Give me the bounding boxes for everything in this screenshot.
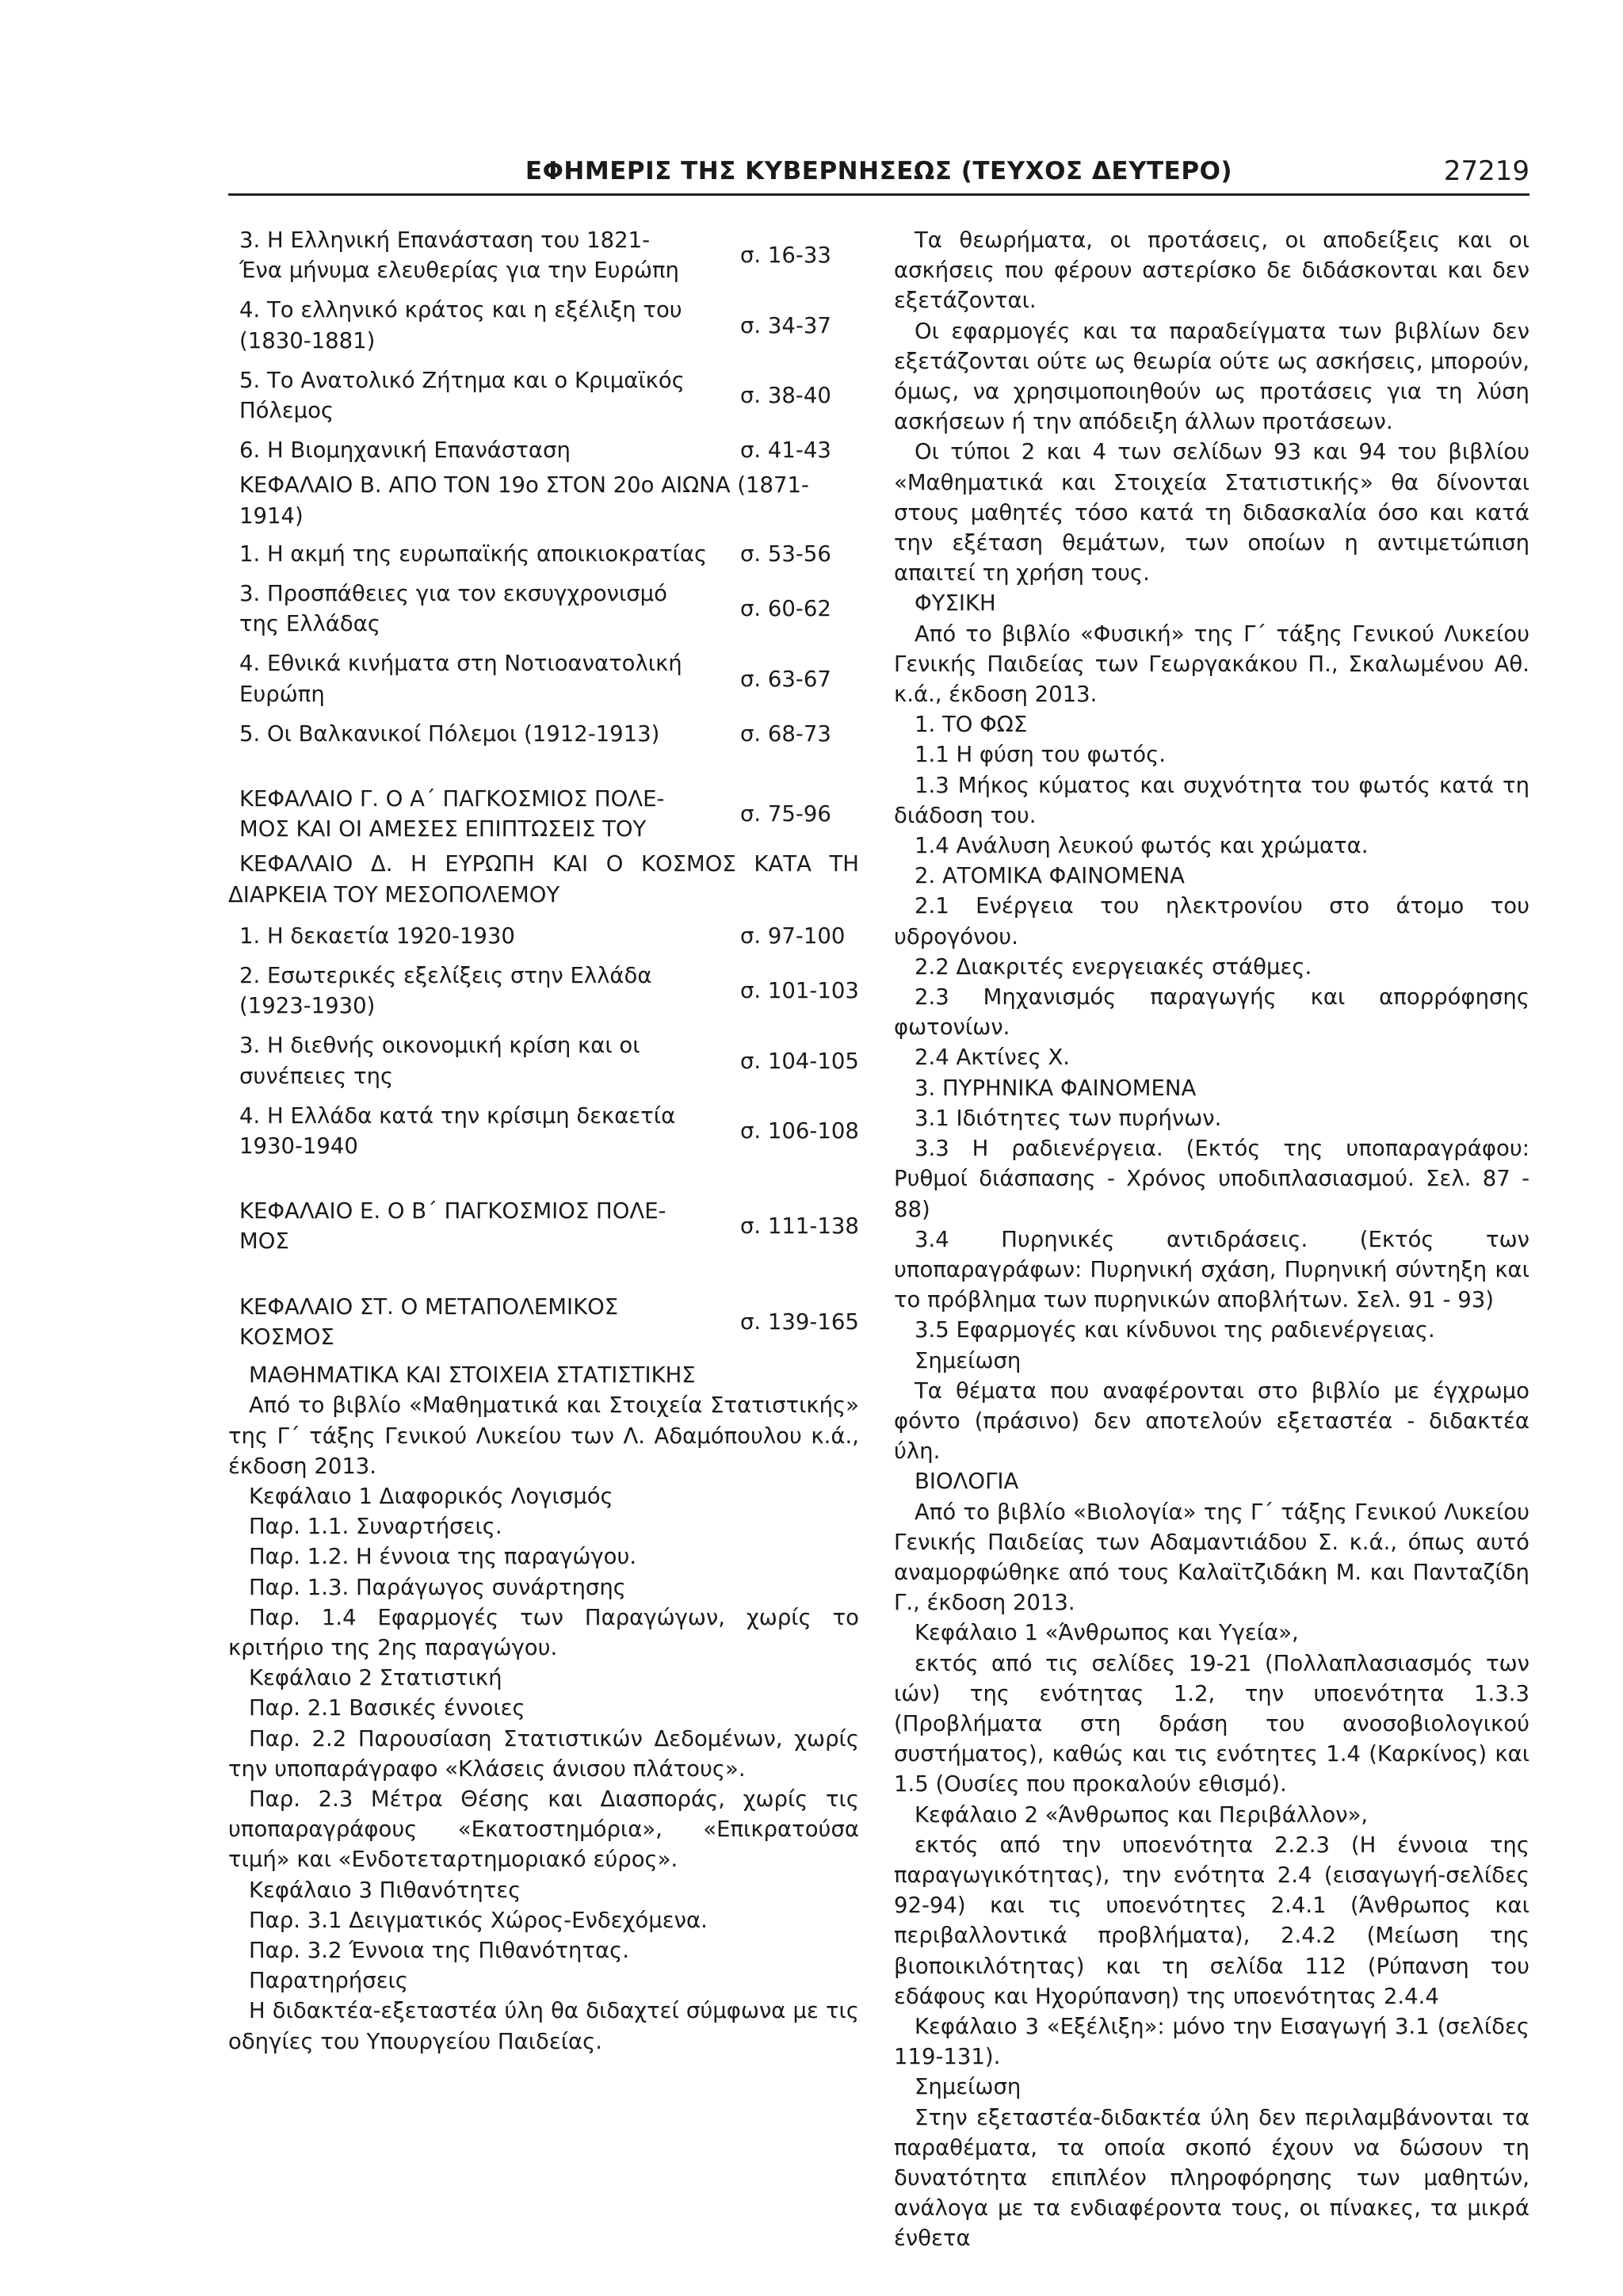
math-heading: ΜΑΘΗΜΑΤΙΚΑ ΚΑΙ ΣΤΟΙΧΕΙΑ ΣΤΑΤΙΣΤΙΚΗΣ	[249, 1362, 696, 1389]
toc-entry-pages: σ. 53-56	[740, 541, 831, 567]
text-paragraph: 2.1 Ενέργεια του ηλεκτρονίου στο άτομο του υδρογόνου.	[894, 893, 1529, 949]
toc-section-b	[228, 539, 859, 749]
text-paragraph: Παρ. 2.3 Μέτρα Θέσης και Διασποράς, χωρίς τις υποπαραγράφους «Εκατοστημόρια», «Επικρατούσα τιμή» και «Ενδοτεταρτημοριακό εύρος».	[228, 1786, 859, 1873]
text-paragraph: Παρ. 2.1 Βασικές έννοιες	[249, 1695, 525, 1721]
text-paragraph: 3. ΠΥΡΗΝΙΚΑ ΦΑΙΝΟΜΕΝΑ	[915, 1075, 1197, 1101]
toc-entry-title: 1. Η ακμή της ευρωπαϊκής αποικιοκρατίας	[239, 541, 708, 567]
toc-entry-title: 6. Η Βιομηχανική Επανάσταση	[239, 437, 571, 464]
text-paragraph: Παρ. 3.2 Έννοια της Πιθανότητας.	[249, 1937, 630, 1963]
toc-entry-pages: σ. 106-108	[740, 1117, 859, 1144]
toc-entry-title: 3. Η διεθνής οικονομική κρίση και οι συνέπειες της	[239, 1033, 640, 1089]
toc-entry	[228, 579, 859, 639]
toc-entry-pages: σ. 34-37	[740, 312, 831, 338]
toc-entry-pages: σ. 41-43	[740, 437, 831, 464]
text-paragraph: 3.4 Πυρηνικές αντιδράσεις. (Εκτός των υποπαραγράφων: Πυρηνική σχάση, Πυρηνική σύντηξη και το πρόβλημα των πυρηνικών αποβλήτων. Σελ. 91 - 93)	[894, 1226, 1529, 1313]
toc-entry-title: 5. Το Ανατολικό Ζήτημα και ο Κριμαϊκός Πόλεμος	[239, 367, 685, 424]
text-paragraph: 2.4 Ακτίνες Χ.	[915, 1045, 1071, 1071]
toc-entry	[228, 921, 859, 951]
text-paragraph: 2.2 Διακριτές ενεργειακές στάθμες.	[915, 953, 1312, 980]
text-paragraph: ΦΥΣΙΚΗ	[915, 590, 996, 617]
text-paragraph: Παρατηρήσεις	[249, 1968, 408, 1994]
text-paragraph: Παρ. 1.1. Συναρτήσεις.	[249, 1514, 502, 1540]
right-column	[894, 225, 1529, 2254]
toc-entry-pages: σ. 38-40	[740, 382, 831, 408]
page-number: 27219	[1443, 155, 1529, 187]
text-paragraph: Κεφάλαιο 1 Διαφορικός Λογισμός	[249, 1483, 613, 1509]
text-paragraph: Κεφάλαιο 2 Στατιστική	[249, 1665, 502, 1691]
text-paragraph: Παρ. 1.2. Η έννοια της παραγώγου.	[249, 1544, 637, 1570]
toc-section-d	[228, 921, 859, 1161]
text-paragraph: Σημείωση	[915, 1347, 1022, 1373]
text-paragraph: Στην εξεταστέα-διδακτέα ύλη δεν περιλαμβάνονται τα παραθέματα, τα οποία σκοπό έχουν να δώσουν τη δυνατότητα επιπλέον πληροφόρησης των μαθητών, ανάλογα με τα ενδιαφέροντα τους, οι πίνακες, τα μικρά ένθετα	[894, 2104, 1529, 2252]
text-paragraph: 1. ΤΟ ΦΩΣ	[915, 712, 1028, 738]
chapter-st-row	[228, 1292, 859, 1352]
text-paragraph: Κεφάλαιο 3 Πιθανότητες	[249, 1877, 521, 1903]
gazette-title: ΕΦΗΜΕΡΙΣ ΤΗΣ ΚΥΒΕΡΝΗΣΕΩΣ (ΤΕΥΧΟΣ ΔΕΥΤΕΡΟ)	[525, 157, 1233, 185]
text-paragraph: Κεφάλαιο 2 «Άνθρωπος και Περιβάλλον»,	[915, 1801, 1369, 1828]
chapter-e-row	[228, 1196, 859, 1256]
text-paragraph: Παρ. 2.2 Παρουσίαση Στατιστικών Δεδομένων, χωρίς την υποπαράγραφο «Κλάσεις άνισου πλάτους».	[228, 1725, 859, 1782]
toc-entry-title: 3. Η Ελληνική Επανάσταση του 1821- Ένα μήνυμα ελευθερίας για την Ευρώπη	[239, 227, 679, 284]
text-paragraph: 2.3 Μηχανισμός παραγωγής και απορρόφησης φωτονίων.	[894, 984, 1529, 1041]
toc-entry-pages: σ. 68-73	[740, 720, 831, 747]
left-column	[228, 225, 859, 2057]
toc-entry-pages: σ. 97-100	[740, 923, 846, 949]
text-paragraph: Από το βιβλίο «Φυσική» της Γ΄ τάξης Γενικού Λυκείου Γενικής Παιδείας των Γεωργακάκου Π., Σκαλωμένου Αθ. κ.ά., έκδοση 2013.	[894, 621, 1529, 708]
toc-entry-pages: σ. 63-67	[740, 666, 831, 692]
toc-entry	[228, 295, 859, 355]
chapter-d-heading: ΚΕΦΑΛΑΙΟ Δ. Η ΕΥΡΩΠΗ ΚΑΙ Ο ΚΟΣΜΟΣ ΚΑΤΑ ΤΗ ΔΙΑΡΚΕΙΑ ΤΟΥ ΜΕΣΟΠΟΛΕΜΟΥ	[228, 851, 859, 907]
text-paragraph: ΒΙΟΛΟΓΙΑ	[915, 1469, 1019, 1495]
chapter-st-title: ΚΕΦΑΛΑΙΟ ΣΤ. Ο ΜΕΤΑΠΟΛΕΜΙΚΟΣ ΚΟΣΜΟΣ	[239, 1293, 619, 1350]
toc-entry	[228, 961, 859, 1021]
toc-entry-title: 4. Η Ελλάδα κατά την κρίσιμη δεκαετία 1930-1940	[239, 1102, 676, 1159]
text-paragraph: Σημείωση	[915, 2074, 1022, 2100]
chapter-e-pages: σ. 111-138	[740, 1213, 859, 1240]
text-paragraph: Από το βιβλίο «Βιολογία» της Γ΄ τάξης Γενικού Λυκείου Γενικής Παιδείας των Αδαμαντιάδου Σ. κ.ά., όπως αυτό αναμορφώθηκε από τους Καλαϊτζιδάκη Μ. και Πανταζίδη Γ., έκδοση 2013.	[894, 1499, 1529, 1616]
text-paragraph: 3.1 Ιδιότητες των πυρήνων.	[915, 1105, 1222, 1131]
text-paragraph: Η διδακτέα-εξεταστέα ύλη θα διδαχτεί σύμφωνα με τις οδηγίες του Υπουργείου Παιδείας.	[228, 1998, 859, 2054]
text-paragraph: Κεφάλαιο 1 «Άνθρωπος και Υγεία»,	[915, 1620, 1299, 1646]
toc-entry	[228, 1101, 859, 1161]
toc-entry	[228, 365, 859, 426]
text-paragraph: 3.3 Η ραδιενέργεια. (Εκτός της υποπαραγράφου: Ρυθμοί διάσπασης - Χρόνος υποδιπλασιασμού. Σελ. 87 - 88)	[894, 1136, 1529, 1222]
toc-entry-pages: σ. 60-62	[740, 596, 831, 622]
text-paragraph: Οι εφαρμογές και τα παραδείγματα των βιβλίων δεν εξετάζονται ούτε ως θεωρία ούτε ως ασκήσεις, μπορούν, όμως, να χρησιμοποιηθούν ως προτάσεις για τη λύση ασκήσεων ή την απόδειξη άλλων προτάσεων.	[894, 318, 1529, 435]
text-paragraph: 2. ΑΤΟΜΙΚΑ ΦΑΙΝΟΜΕΝΑ	[915, 863, 1185, 889]
toc-entry-pages: σ. 104-105	[740, 1048, 859, 1074]
toc-entry-title: 1. Η δεκαετία 1920-1930	[239, 923, 515, 949]
text-paragraph: Παρ. 1.3. Παράγωγος συνάρτησης	[249, 1574, 626, 1600]
toc-entry	[228, 648, 859, 709]
text-paragraph: Παρ. 3.1 Δειγματικός Χώρος-Ενδεχόμενα.	[249, 1907, 708, 1933]
text-paragraph: Παρ. 1.4 Εφαρμογές των Παραγώγων, χωρίς το κριτήριο της 2ης παραγώγου.	[228, 1604, 859, 1660]
text-paragraph: 3.5 Εφαρμογές και κίνδυνοι της ραδιενέργειας.	[915, 1317, 1435, 1343]
text-paragraph: 1.3 Μήκος κύματος και συχνότητα του φωτός κατά τη διάδοση του.	[894, 772, 1529, 828]
text-paragraph: εκτός από την υποενότητα 2.2.3 (Η έννοια της παραγωγικότητας), την ενότητα 2.4 (εισαγωγή-σελίδες 92-94) και τις υποενότητες 2.4.1 (Άνθρωπος και περιβαλλοντικά προβλήματα), 2.4.2 (Μείωση της βιοποικιλότητας) και τη σελίδα 112 (Ρύπανση του εδάφους και Ηχορύπανση) της υποενότητας 2.4.4	[894, 1832, 1529, 2009]
right-text	[894, 225, 1529, 2254]
toc-entry-title: 3. Προσπάθειες για τον εκσυγχρονισμό της Ελλάδας	[239, 581, 667, 637]
text-paragraph: εκτός από τις σελίδες 19-21 (Πολλαπλασιασμός των ιών) της ενότητας 1.2, την υποενότητα 1.3.3 (Προβλήματα στη δράση του ανοσοβιολογικού συστήματος), καθώς και τις ενότητες 1.4 (Καρκίνος) και 1.5 (Ουσίες που προκαλούν εθισμό).	[894, 1650, 1529, 1797]
toc-entry-pages: σ. 16-33	[740, 243, 831, 269]
chapter-c-row	[228, 784, 859, 844]
toc-entry	[228, 435, 859, 465]
toc-entry	[228, 225, 859, 285]
toc-entry-title: 4. Εθνικά κινήματα στη Νοτιοανατολική Ευρώπη	[239, 651, 682, 707]
chapter-e-title: ΚΕΦΑΛΑΙΟ Ε. Ο Β΄ ΠΑΓΚΟΣΜΙΟΣ ΠΟΛΕ- ΜΟΣ	[239, 1198, 666, 1255]
toc-entry	[228, 719, 859, 749]
toc-entry-title: 5. Οι Βαλκανικοί Πόλεμοι (1912-1913)	[239, 720, 660, 747]
text-paragraph: Κεφάλαιο 3 «Εξέλιξη»: μόνο την Εισαγωγή 3.1 (σελίδες 119-131).	[894, 2013, 1529, 2070]
text-paragraph: Από το βιβλίο «Μαθηματικά και Στοιχεία Στατιστικής» της Γ΄ τάξης Γενικού Λυκείου των Λ. Αδαμόπουλου κ.ά., έκδοση 2013.	[228, 1392, 859, 1479]
text-paragraph: Τα θεωρήματα, οι προτάσεις, οι αποδείξεις και οι ασκήσεις που φέρουν αστερίσκο δε διδάσκονται και δεν εξετάζονται.	[894, 227, 1529, 314]
toc-entry	[228, 1030, 859, 1091]
chapter-st-pages: σ. 139-165	[740, 1308, 859, 1335]
toc-entry-pages: σ. 101-103	[740, 978, 859, 1004]
toc-entry-title: 2. Εσωτερικές εξελίξεις στην Ελλάδα (1923-1930)	[239, 963, 652, 1019]
text-paragraph: 1.1 Η φύση του φωτός.	[915, 742, 1167, 768]
text-paragraph: 1.4 Ανάλυση λευκού φωτός και χρώματα.	[915, 833, 1369, 859]
chapter-b-heading: ΚΕΦΑΛΑΙΟ Β. ΑΠΟ ΤΟΝ 19ο ΣΤΟΝ 20ο ΑΙΩΝΑ (1871-1914)	[239, 472, 809, 529]
page-header	[228, 155, 1529, 196]
math-section	[228, 1390, 859, 2056]
toc-section-a	[228, 225, 859, 465]
chapter-c-title: ΚΕΦΑΛΑΙΟ Γ. Ο Α΄ ΠΑΓΚΟΣΜΙΟΣ ΠΟΛΕ- ΜΟΣ ΚΑΙ ΟΙ ΑΜΕΣΕΣ ΕΠΙΠΤΩΣΕΙΣ ΤΟΥ	[239, 786, 665, 842]
text-paragraph: Οι τύποι 2 και 4 των σελίδων 93 και 94 του βιβλίου «Μαθηματικά και Στοιχεία Στατιστικής» θα δίνονται στους μαθητές τόσο κατά τη διδασκαλία όσο και κατά την εξέταση θεμάτων, των οποίων η αντιμετώπιση απαιτεί τη χρήση τους.	[894, 439, 1529, 586]
toc-entry	[228, 539, 859, 569]
text-paragraph: Τα θέματα που αναφέρονται στο βιβλίο με έγχρωμο φόντο (πράσινο) δεν αποτελούν εξεταστέα - διδακτέα ύλη.	[894, 1377, 1529, 1465]
toc-entry-title: 4. Το ελληνικό κράτος και η εξέλιξη του (1830-1881)	[239, 297, 682, 353]
chapter-c-pages: σ. 75-96	[740, 801, 831, 827]
